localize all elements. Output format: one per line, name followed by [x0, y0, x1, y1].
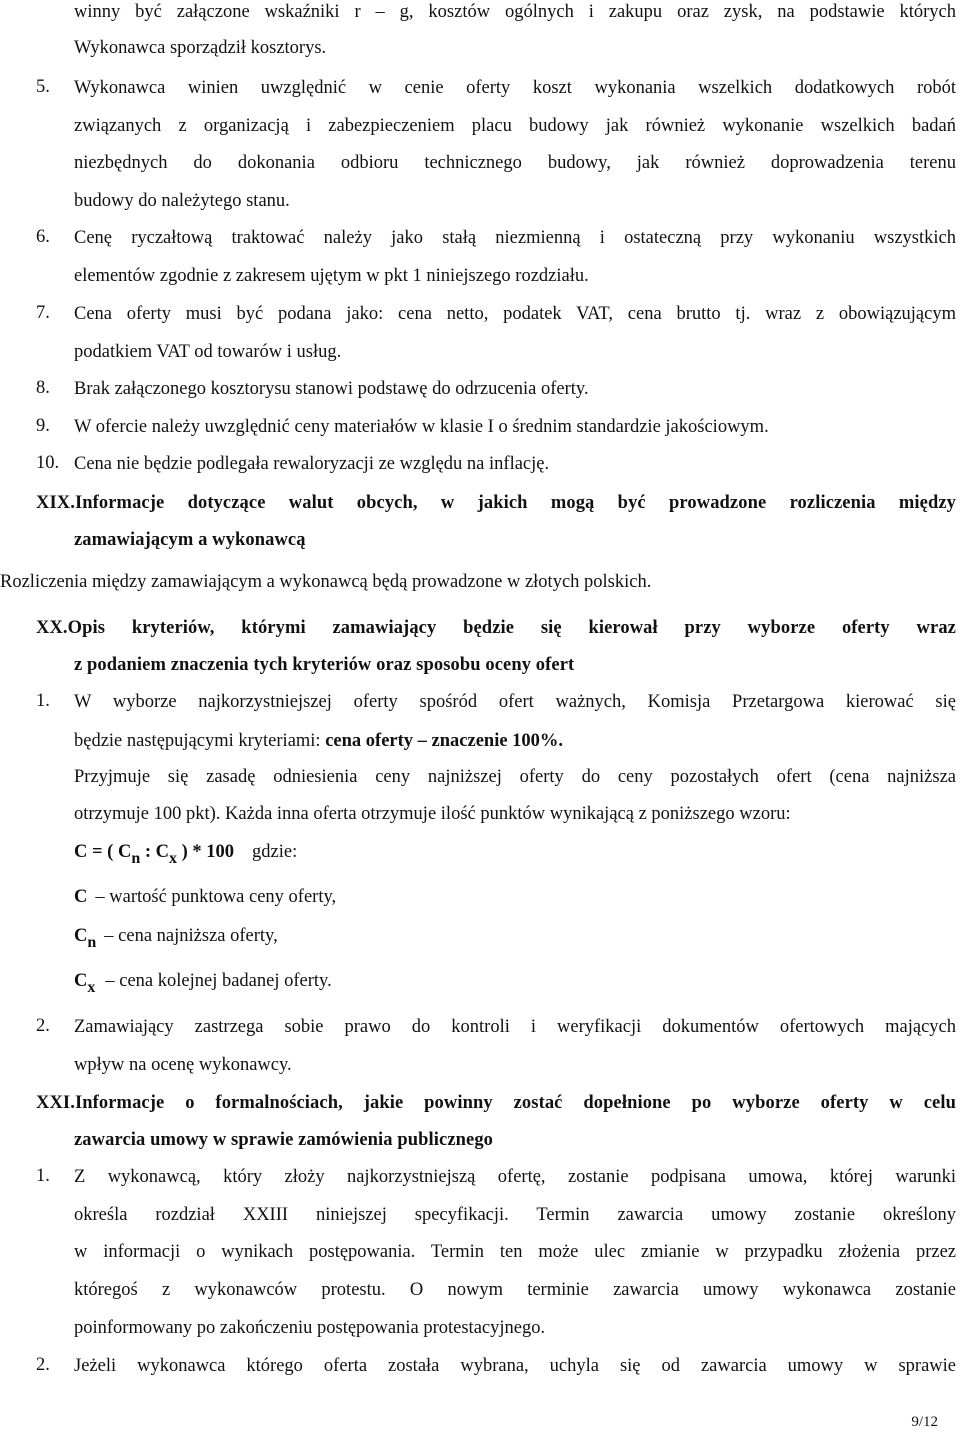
criterion-emphasis: cena oferty – znaczenie 100%. [325, 731, 564, 751]
text-line: Cenę ryczałtową traktować należy jako stałą niezmienną i ostateczną przy wykonaniu wszystkich [74, 228, 956, 248]
section-heading-xix: XIX.Informacje dotyczące walut obcych, w jakich mogą być prowadzone rozliczenia między [36, 493, 956, 513]
text-span: będzie następującymi kryteriami: [74, 731, 326, 751]
legend-row-cx [74, 970, 332, 996]
text-line: niezbędnych do dokonania odbioru technicznego budowy, jak również doprowadzenia terenu [74, 153, 956, 173]
text-line: Brak załączonego kosztorysu stanowi podstawę do odrzucenia oferty. [74, 379, 589, 399]
list-number: 1. [36, 691, 50, 711]
list-number: 9. [36, 416, 50, 436]
text-line: związanych z organizacją i zabezpieczeniem placu budowy jak również wykonanie wszelkich badań [74, 116, 956, 136]
list-number: 2. [36, 1355, 50, 1375]
text-line: określa rozdział XXIII niniejszej specyfikacji. Termin zawarcia umowy zostanie określony [74, 1205, 956, 1225]
text-line: wpływ na ocenę wykonawcy. [74, 1055, 292, 1075]
section-heading-xx: XX.Opis kryteriów, którymi zamawiający będzie się kierował przy wyborze oferty wraz [36, 618, 956, 638]
list-number: 5. [36, 77, 50, 97]
section-heading-xx-cont: z podaniem znaczenia tych kryteriów oraz sposobu oceny ofert [74, 655, 575, 675]
text-line: Rozliczenia między zamawiającym a wykonawcą będą prowadzone w złotych polskich. [0, 572, 652, 592]
formula-part: ) * 100 [177, 842, 235, 862]
text-line: poinformowany po zakończeniu postępowania protestacyjnego. [74, 1318, 546, 1338]
section-heading-xix-cont: zamawiającym a wykonawcą [74, 530, 306, 550]
text-line: W wyborze najkorzystniejszej oferty spośród ofert ważnych, Komisja Przetargowa kierować się [74, 692, 956, 712]
legend-subscript: x [87, 979, 96, 996]
text-line [74, 730, 563, 752]
text-line: któregoś z wykonawców protestu. O nowym terminie zawarcia umowy wykonawca zostanie [74, 1280, 956, 1300]
text-line: Cena nie będzie podlegała rewaloryzacji ze względu na inflację. [74, 454, 550, 474]
text-line: winny być załączone wskaźniki r – g, kosztów ogólnych i zakupu oraz zysk, na podstawie których [74, 2, 956, 22]
list-number: 7. [36, 303, 50, 323]
text-line: Wykonawca winien uwzględnić w cenie oferty koszt wykonania wszelkich dodatkowych robót [74, 78, 956, 98]
list-number: 2. [36, 1016, 50, 1036]
text-line: Wykonawca sporządził kosztorys. [74, 38, 327, 58]
list-number: 8. [36, 378, 50, 398]
list-number: 6. [36, 227, 50, 247]
text-line: budowy do należytego stanu. [74, 191, 290, 211]
text-line: Cena oferty musi być podana jako: cena netto, podatek VAT, cena brutto tj. wraz z obowiązującym [74, 304, 956, 324]
formula-part: : C [140, 842, 169, 862]
legend-symbol: C [74, 926, 88, 946]
text-line: Z wykonawcą, który złoży najkorzystniejszą ofertę, zostanie podpisana umowa, której warunki [74, 1167, 956, 1187]
text-line: w informacji o wynikach postępowania. Termin ten może ulec zmianie w przypadku złożenia przez [74, 1242, 956, 1262]
text-line: Przyjmuje się zasadę odniesienia ceny najniższej oferty do ceny pozostałych ofert (cena najniższa [74, 767, 956, 787]
legend-subscript: n [87, 934, 97, 951]
text-line: podatkiem VAT od towarów i usług. [74, 342, 342, 362]
legend-symbol: C [74, 887, 88, 907]
legend-symbol: C [74, 971, 88, 991]
page-number: 9/12 [911, 1414, 938, 1430]
formula-subscript: n [131, 850, 141, 867]
legend-desc: – cena kolejnej badanej oferty. [105, 971, 332, 991]
section-heading-xxi: XXI.Informacje o formalnościach, jakie powinny zostać dopełnione po wyborze oferty w celu [36, 1093, 956, 1113]
legend-row-cn [74, 925, 278, 951]
formula [74, 841, 298, 867]
text-line: otrzymuje 100 pkt). Każda inna oferta otrzymuje ilość punktów wynikającą z poniższego wzoru: [74, 804, 791, 824]
list-number: 10. [36, 453, 60, 473]
formula-part: C = ( C [74, 842, 132, 862]
formula-subscript: x [169, 850, 177, 867]
text-line: elementów zgodnie z zakresem ujętym w pkt 1 niniejszego rozdziału. [74, 266, 589, 286]
text-line: W ofercie należy uwzględnić ceny materiałów w klasie I o średnim standardzie jakościowym. [74, 417, 769, 437]
legend-desc: – cena najniższa oferty, [104, 926, 278, 946]
legend-desc: – wartość punktowa ceny oferty, [95, 887, 337, 907]
formula-where: gdzie: [252, 842, 298, 862]
text-line: Jeżeli wykonawca którego oferta została wybrana, uchyla się od zawarcia umowy w sprawie [74, 1356, 956, 1376]
text-line: Zamawiający zastrzega sobie prawo do kontroli i weryfikacji dokumentów ofertowych mających [74, 1017, 956, 1037]
section-heading-xxi-cont: zawarcia umowy w sprawie zamówienia publicznego [74, 1130, 494, 1150]
list-number: 1. [36, 1166, 50, 1186]
legend-row-c [74, 886, 336, 908]
